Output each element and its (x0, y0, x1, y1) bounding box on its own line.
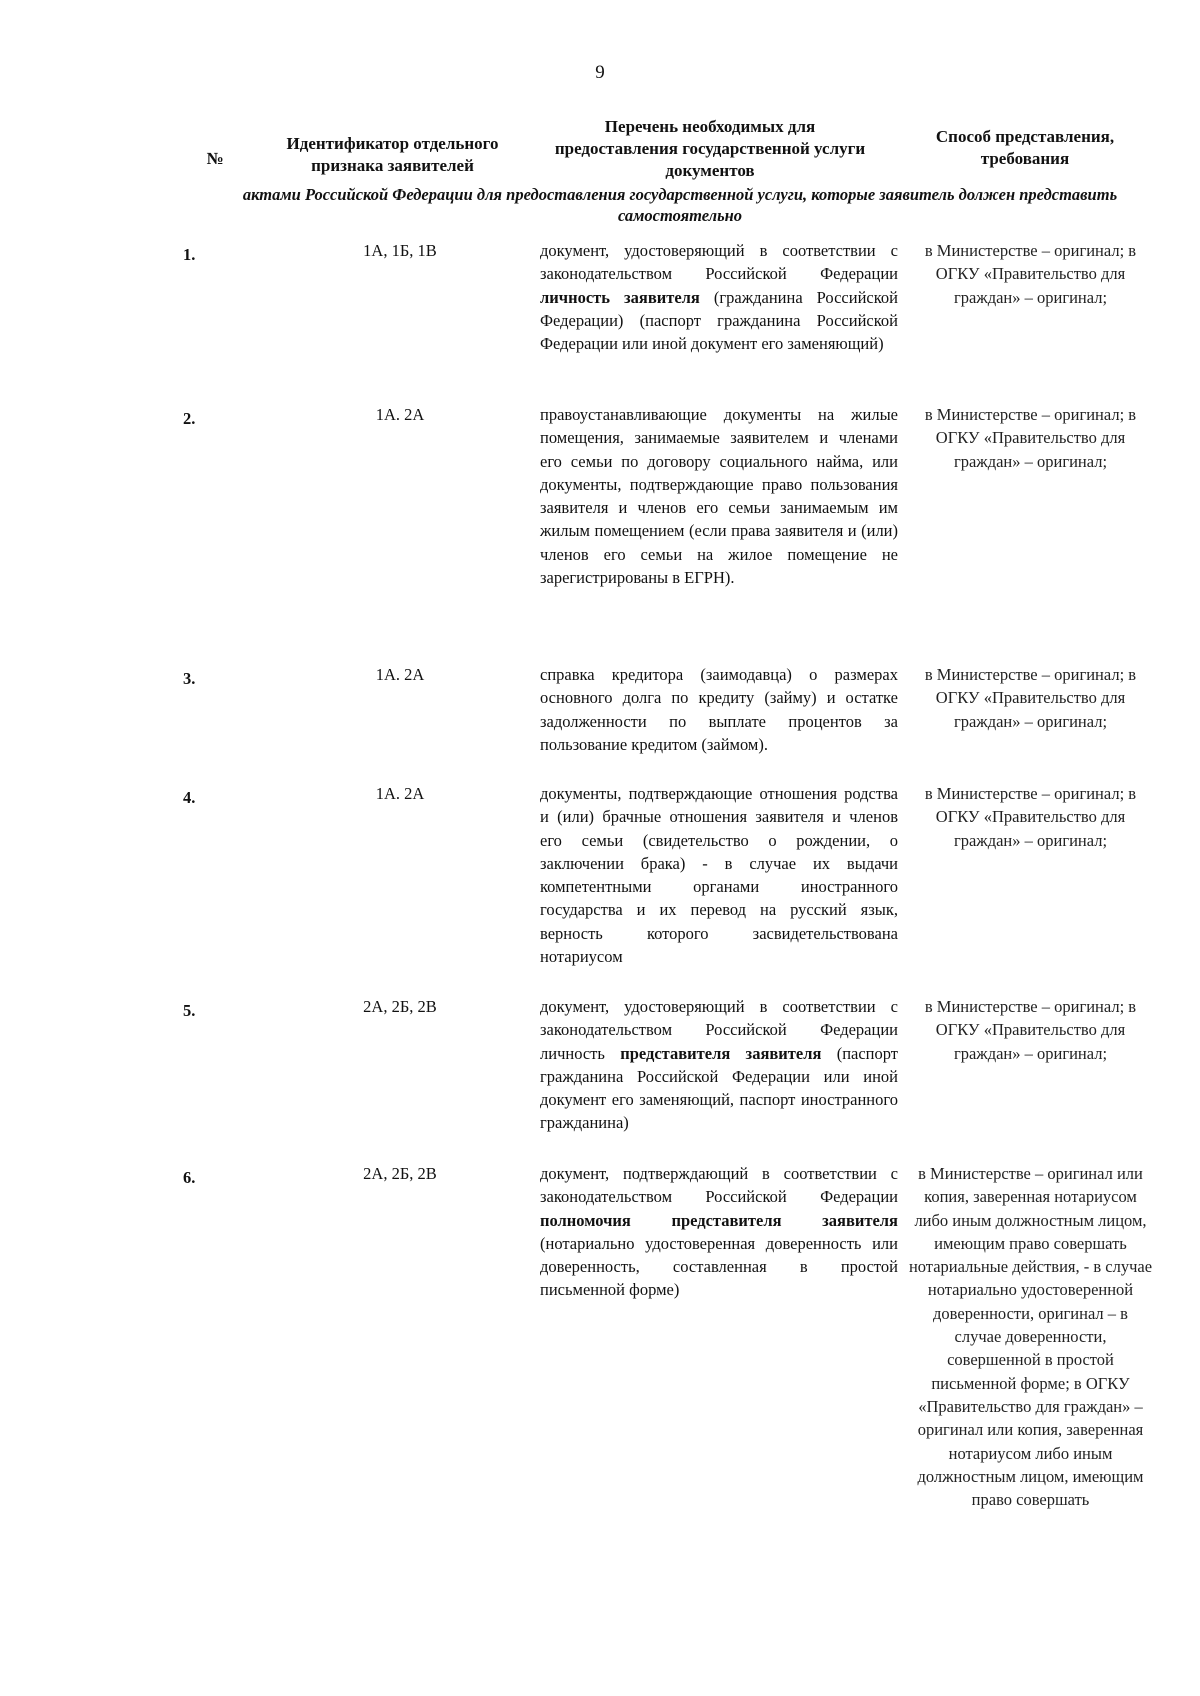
row-document: документ, удостоверяющий в соответствии с законодательством Российской Федерации личность заявителя (гражданина Российской Федерации) (паспорт гражданина Российской Федерации или иной документ его заменяющий) (540, 241, 898, 354)
row-method: в Министерстве – оригинал; в ОГКУ «Правительство для граждан» – оригинал; (924, 997, 1137, 1063)
row-document: правоустанавливающие документы на жилые помещения, занимаемые заявителем и членами его семьи по договору социального найма, или документы, подтверждающие право пользования заявителя и членов его семьи занимаемым им жилым помещением (если права заявителя и (или) членов его семьи на жилое помещение не зарегистрированы в ЕГРН). (540, 405, 898, 588)
row-document: документ, удостоверяющий в соответствии с законодательством Российской Федерации личность представителя заявителя (паспорт гражданина Российской Федерации или иной документ его заменяющий, паспорт иностранного гражданина) (540, 997, 898, 1133)
header-documents: Перечень необходимых для предоставления государственной услуги документов (554, 117, 866, 180)
row-identifier: 1А. 2А (375, 405, 425, 424)
header-method: Способ представления, требования (935, 127, 1115, 168)
header-number: № (206, 149, 224, 168)
row-document: документы, подтверждающие отношения родства и (или) брачные отношения заявителя и членов его семьи (свидетельство о рождении, о заключении брака) - в случае их выдачи компетентными органами иностранного государства и их перевод на русский язык, верность которого засвидетельствована нотариусом (540, 784, 898, 967)
page-number: 9 (595, 62, 605, 83)
row-number: 4. (183, 788, 196, 807)
row-number: 5. (183, 1001, 196, 1020)
row-method: в Министерстве – оригинал; в ОГКУ «Правительство для граждан» – оригинал; (924, 784, 1137, 850)
row-identifier: 2А, 2Б, 2В (363, 1164, 437, 1183)
row-method: в Министерстве – оригинал; в ОГКУ «Правительство для граждан» – оригинал; (924, 405, 1137, 471)
row-identifier: 2А, 2Б, 2В (363, 997, 437, 1016)
row-identifier: 1А. 2А (375, 784, 425, 803)
row-number: 2. (183, 409, 196, 428)
section-title: актами Российской Федерации для предоставления государственной услуги, которые заявитель должен представить самостоятельно (242, 185, 1118, 225)
row-identifier: 1А. 2А (375, 665, 425, 684)
row-number: 1. (183, 245, 196, 264)
row-number: 3. (183, 669, 196, 688)
header-identifier: Идентификатор отдельного признака заявителей (286, 134, 499, 175)
row-number: 6. (183, 1168, 196, 1187)
row-method: в Министерстве – оригинал; в ОГКУ «Правительство для граждан» – оригинал; (924, 241, 1137, 307)
row-document: документ, подтверждающий в соответствии с законодательством Российской Федерации полномочия представителя заявителя (нотариально удостоверенная доверенность или доверенность, составленная в простой письменной форме) (540, 1164, 898, 1300)
row-method: в Министерстве – оригинал; в ОГКУ «Правительство для граждан» – оригинал; (924, 665, 1137, 731)
row-identifier: 1А, 1Б, 1В (363, 241, 437, 260)
row-method: в Министерстве – оригинал или копия, заверенная нотариусом либо иным должностным лицом, имеющим право совершать нотариальные действия, - в случае нотариально удостоверенной доверенности, оригинал – в случае доверенности, совершенной в простой письменной форме; в ОГКУ «Правительство для граждан» – оригинал или копия, заверенная нотариусом либо иным должностным лицом, имеющим право совершать (908, 1164, 1153, 1510)
row-document: справка кредитора (заимодавца) о размерах основного долга по кредиту (займу) и остатке задолженности по выплате процентов за пользование кредитом (займом). (540, 665, 898, 754)
